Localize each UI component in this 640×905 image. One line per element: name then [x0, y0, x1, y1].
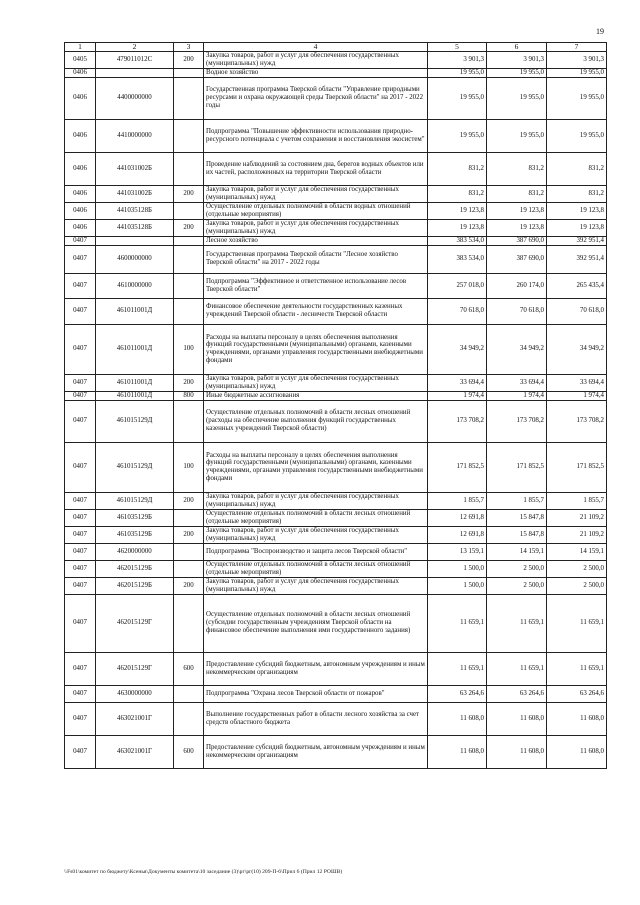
target-code-cell: 461011001Д: [96, 298, 174, 324]
target-code-cell: 461035129Б: [96, 509, 174, 526]
amount-col7-cell: 14 159,1: [547, 543, 607, 560]
item-name-cell: Осуществление отдельных полномочий в области лесных отношений (отдельные мероприятия): [204, 560, 428, 577]
amount-col5-cell: 171 852,5: [428, 442, 487, 492]
section-cell: 0406: [65, 77, 96, 119]
expense-type-cell: [174, 152, 204, 185]
amount-col7-cell: 34 949,2: [547, 324, 607, 374]
section-cell: 0407: [65, 652, 96, 685]
target-code-cell: 462015129Г: [96, 594, 174, 652]
amount-col7-cell: 19 955,0: [547, 119, 607, 152]
table-header-row: [65, 43, 607, 52]
table-row: [65, 68, 607, 77]
expense-type-cell: 200: [174, 219, 204, 236]
amount-col7-cell: 2 500,0: [547, 560, 607, 577]
target-code-cell: 4620000000: [96, 543, 174, 560]
item-name-cell: Иные бюджетные ассигнования: [204, 391, 428, 400]
amount-col7-cell: 21 109,2: [547, 509, 607, 526]
amount-col5-cell: 19 955,0: [428, 119, 487, 152]
amount-col6-cell: 831,2: [487, 152, 547, 185]
table-row: [65, 652, 607, 685]
table-row: [65, 543, 607, 560]
item-name-cell: Закупка товаров, работ и услуг для обеспечения государственных (муниципальных) нужд: [204, 374, 428, 391]
amount-col5-cell: 831,2: [428, 185, 487, 202]
amount-col5-cell: 12 691,8: [428, 526, 487, 543]
amount-col5-cell: 63 264,6: [428, 685, 487, 702]
amount-col5-cell: 831,2: [428, 152, 487, 185]
table-row: [65, 273, 607, 298]
target-code-cell: 441031002Б: [96, 152, 174, 185]
item-name-cell: Закупка товаров, работ и услуг для обеспечения государственных (муниципальных) нужд: [204, 492, 428, 509]
table-row: [65, 526, 607, 543]
expense-type-cell: [174, 77, 204, 119]
section-cell: 0406: [65, 185, 96, 202]
expense-type-cell: [174, 509, 204, 526]
item-name-cell: Осуществление отдельных полномочий в области лесных отношений (субсидии государственным учреждениям Тверской области на финансовое обеспечение выполнения ими государственного задания): [204, 594, 428, 652]
amount-col6-cell: 63 264,6: [487, 685, 547, 702]
table-row: [65, 391, 607, 400]
amount-col5-cell: 3 901,3: [428, 52, 487, 69]
table-row: [65, 400, 607, 442]
amount-col5-cell: 1 500,0: [428, 577, 487, 594]
table-row: [65, 509, 607, 526]
item-name-cell: Водное хозяйство: [204, 68, 428, 77]
amount-col5-cell: 11 608,0: [428, 702, 487, 735]
target-code-cell: 4410000000: [96, 119, 174, 152]
item-name-cell: Предоставление субсидий бюджетным, автономным учреждениям и иным некоммерческим организациям: [204, 735, 428, 768]
table-row: [65, 577, 607, 594]
table-row: [65, 594, 607, 652]
expense-type-cell: 200: [174, 526, 204, 543]
expense-type-cell: 200: [174, 577, 204, 594]
amount-col5-cell: 1 974,4: [428, 391, 487, 400]
item-name-cell: Подпрограмма "Повышение эффективности использования природно-ресурсного потенциала с учетом сохранения и восстановления экосистем": [204, 119, 428, 152]
expense-type-cell: 200: [174, 492, 204, 509]
expense-type-cell: [174, 560, 204, 577]
item-name-cell: Подпрограмма "Эффективное и ответственное использование лесов Тверской области": [204, 273, 428, 298]
table-row: [65, 52, 607, 69]
expense-type-cell: 600: [174, 652, 204, 685]
amount-col7-cell: 392 951,4: [547, 236, 607, 245]
header-col-2: 2: [96, 43, 174, 52]
amount-col6-cell: 34 949,2: [487, 324, 547, 374]
expense-type-cell: [174, 594, 204, 652]
amount-col6-cell: 19 955,0: [487, 68, 547, 77]
table-row: [65, 560, 607, 577]
amount-col6-cell: 260 174,0: [487, 273, 547, 298]
expense-type-cell: [174, 202, 204, 219]
section-cell: 0407: [65, 560, 96, 577]
expense-type-cell: [174, 543, 204, 560]
item-name-cell: Закупка товаров, работ и услуг для обеспечения государственных (муниципальных) нужд: [204, 219, 428, 236]
expense-type-cell: [174, 245, 204, 273]
amount-col6-cell: 19 123,8: [487, 219, 547, 236]
expense-type-cell: 100: [174, 442, 204, 492]
amount-col6-cell: 831,2: [487, 185, 547, 202]
item-name-cell: Закупка товаров, работ и услуг для обеспечения государственных (муниципальных) нужд: [204, 185, 428, 202]
header-col-3: 3: [174, 43, 204, 52]
amount-col7-cell: 63 264,6: [547, 685, 607, 702]
section-cell: 0406: [65, 152, 96, 185]
target-code-cell: 441031002Б: [96, 185, 174, 202]
section-cell: 0407: [65, 442, 96, 492]
target-code-cell: 4600000000: [96, 245, 174, 273]
amount-col7-cell: 831,2: [547, 152, 607, 185]
target-code-cell: 461011001Д: [96, 374, 174, 391]
target-code-cell: 4630000000: [96, 685, 174, 702]
section-cell: 0407: [65, 391, 96, 400]
amount-col7-cell: 171 852,5: [547, 442, 607, 492]
target-code-cell: 462015129Б: [96, 560, 174, 577]
amount-col7-cell: 33 694,4: [547, 374, 607, 391]
amount-col5-cell: 383 534,0: [428, 236, 487, 245]
amount-col6-cell: 33 694,4: [487, 374, 547, 391]
expense-type-cell: [174, 68, 204, 77]
amount-col7-cell: 70 618,0: [547, 298, 607, 324]
header-col-6: 6: [487, 43, 547, 52]
item-name-cell: Выполнение государственных работ в области лесного хозяйства за счет средств областного бюджета: [204, 702, 428, 735]
target-code-cell: 462015129Г: [96, 652, 174, 685]
table-row: [65, 324, 607, 374]
item-name-cell: Государственная программа Тверской области "Управление природными ресурсами и охрана окружающей среды Тверской области" на 2017 - 2022 годы: [204, 77, 428, 119]
section-cell: 0406: [65, 219, 96, 236]
section-cell: 0407: [65, 526, 96, 543]
table-row: [65, 442, 607, 492]
expense-type-cell: 800: [174, 391, 204, 400]
expense-type-cell: [174, 298, 204, 324]
amount-col5-cell: 19 955,0: [428, 77, 487, 119]
section-cell: 0407: [65, 577, 96, 594]
amount-col6-cell: 387 690,0: [487, 236, 547, 245]
section-cell: 0406: [65, 119, 96, 152]
amount-col6-cell: 2 500,0: [487, 577, 547, 594]
target-code-cell: 463021001Г: [96, 735, 174, 768]
expense-type-cell: [174, 702, 204, 735]
amount-col7-cell: 19 123,8: [547, 202, 607, 219]
amount-col6-cell: 171 852,5: [487, 442, 547, 492]
amount-col6-cell: 1 855,7: [487, 492, 547, 509]
amount-col5-cell: 70 618,0: [428, 298, 487, 324]
amount-col5-cell: 11 659,1: [428, 594, 487, 652]
amount-col5-cell: 12 691,8: [428, 509, 487, 526]
target-code-cell: 462015129Б: [96, 577, 174, 594]
section-cell: 0407: [65, 492, 96, 509]
amount-col5-cell: 1 855,7: [428, 492, 487, 509]
amount-col5-cell: 13 159,1: [428, 543, 487, 560]
section-cell: 0407: [65, 400, 96, 442]
target-code-cell: 461011001Д: [96, 324, 174, 374]
table-row: [65, 219, 607, 236]
table-row: [65, 119, 607, 152]
target-code-cell: 479011012С: [96, 52, 174, 69]
target-code-cell: [96, 68, 174, 77]
header-col-5: 5: [428, 43, 487, 52]
section-cell: 0407: [65, 594, 96, 652]
amount-col7-cell: 19 955,0: [547, 77, 607, 119]
amount-col7-cell: 392 951,4: [547, 245, 607, 273]
table-row: [65, 685, 607, 702]
amount-col7-cell: 1 974,4: [547, 391, 607, 400]
section-cell: 0407: [65, 735, 96, 768]
target-code-cell: 463021001Г: [96, 702, 174, 735]
amount-col5-cell: 19 123,8: [428, 219, 487, 236]
header-col-1: 1: [65, 43, 96, 52]
target-code-cell: 4400000000: [96, 77, 174, 119]
section-cell: 0407: [65, 685, 96, 702]
amount-col5-cell: 257 018,0: [428, 273, 487, 298]
amount-col5-cell: 33 694,4: [428, 374, 487, 391]
item-name-cell: Подпрограмма "Охрана лесов Тверской области от пожаров": [204, 685, 428, 702]
table-row: [65, 492, 607, 509]
expense-type-cell: 200: [174, 185, 204, 202]
amount-col7-cell: 11 659,1: [547, 594, 607, 652]
amount-col6-cell: 11 608,0: [487, 735, 547, 768]
item-name-cell: Государственная программа Тверской области "Лесное хозяйство Тверской области" на 2017 - 2022 годы: [204, 245, 428, 273]
header-col-4: 4: [204, 43, 428, 52]
amount-col6-cell: 19 955,0: [487, 119, 547, 152]
section-cell: 0407: [65, 509, 96, 526]
amount-col7-cell: 265 435,4: [547, 273, 607, 298]
section-cell: 0407: [65, 324, 96, 374]
section-cell: 0407: [65, 273, 96, 298]
amount-col5-cell: 383 534,0: [428, 245, 487, 273]
amount-col5-cell: 173 708,2: [428, 400, 487, 442]
item-name-cell: Подпрограмма "Воспроизводство и защита лесов Тверской области": [204, 543, 428, 560]
amount-col7-cell: 11 608,0: [547, 702, 607, 735]
item-name-cell: Закупка товаров, работ и услуг для обеспечения государственных (муниципальных) нужд: [204, 526, 428, 543]
target-code-cell: 461015129Д: [96, 400, 174, 442]
section-cell: 0405: [65, 52, 96, 69]
expense-type-cell: [174, 236, 204, 245]
amount-col7-cell: 19 123,8: [547, 219, 607, 236]
amount-col6-cell: 14 159,1: [487, 543, 547, 560]
amount-col6-cell: 19 123,8: [487, 202, 547, 219]
target-code-cell: 461011001Д: [96, 391, 174, 400]
amount-col6-cell: 15 847,8: [487, 526, 547, 543]
amount-col5-cell: 34 949,2: [428, 324, 487, 374]
target-code-cell: 4610000000: [96, 273, 174, 298]
amount-col6-cell: 15 847,8: [487, 509, 547, 526]
amount-col5-cell: 11 659,1: [428, 652, 487, 685]
target-code-cell: [96, 236, 174, 245]
expense-type-cell: 200: [174, 52, 204, 69]
target-code-cell: 461035129Б: [96, 526, 174, 543]
section-cell: 0407: [65, 236, 96, 245]
item-name-cell: Финансовое обеспечение деятельности государственных казенных учреждений Тверской области - лесничеств Тверской области: [204, 298, 428, 324]
section-cell: 0406: [65, 202, 96, 219]
amount-col5-cell: 11 608,0: [428, 735, 487, 768]
amount-col7-cell: 2 500,0: [547, 577, 607, 594]
amount-col7-cell: 21 109,2: [547, 526, 607, 543]
target-code-cell: 441035128Б: [96, 219, 174, 236]
amount-col6-cell: 173 708,2: [487, 400, 547, 442]
table-row: [65, 735, 607, 768]
amount-col7-cell: 11 659,1: [547, 652, 607, 685]
table-row: [65, 77, 607, 119]
target-code-cell: 461015129Д: [96, 492, 174, 509]
amount-col7-cell: 173 708,2: [547, 400, 607, 442]
table-row: [65, 702, 607, 735]
table-row: [65, 374, 607, 391]
expense-type-cell: [174, 273, 204, 298]
item-name-cell: Расходы на выплаты персоналу в целях обеспечения выполнения функций государственными (муниципальными) органами, казенными учреждениями, органами управления государственными внебюджетными фондами: [204, 324, 428, 374]
table-row: [65, 202, 607, 219]
item-name-cell: Предоставление субсидий бюджетным, автономным учреждениям и иным некоммерческим организациям: [204, 652, 428, 685]
item-name-cell: Расходы на выплаты персоналу в целях обеспечения выполнения функций государственными (муниципальными) органами, казенными учреждениями, органами управления государственными внебюджетными фондами: [204, 442, 428, 492]
amount-col7-cell: 1 855,7: [547, 492, 607, 509]
amount-col6-cell: 70 618,0: [487, 298, 547, 324]
amount-col5-cell: 19 123,8: [428, 202, 487, 219]
amount-col7-cell: 11 608,0: [547, 735, 607, 768]
item-name-cell: Проведение наблюдений за состоянием дна, берегов водных объектов или их частей, расположенных на территории Тверской области: [204, 152, 428, 185]
amount-col6-cell: 19 955,0: [487, 77, 547, 119]
expense-type-cell: 200: [174, 374, 204, 391]
amount-col6-cell: 11 659,1: [487, 652, 547, 685]
expense-type-cell: [174, 400, 204, 442]
amount-col5-cell: 1 500,0: [428, 560, 487, 577]
amount-col6-cell: 3 901,3: [487, 52, 547, 69]
page-number: 19: [596, 27, 604, 36]
amount-col7-cell: 19 955,0: [547, 68, 607, 77]
section-cell: 0407: [65, 543, 96, 560]
amount-col6-cell: 387 690,0: [487, 245, 547, 273]
table-row: [65, 236, 607, 245]
item-name-cell: Осуществление отдельных полномочий в области лесных отношений (отдельные мероприятия): [204, 509, 428, 526]
table-row: [65, 298, 607, 324]
amount-col7-cell: 831,2: [547, 185, 607, 202]
item-name-cell: Закупка товаров, работ и услуг для обеспечения государственных (муниципальных) нужд: [204, 52, 428, 69]
expense-type-cell: 600: [174, 735, 204, 768]
target-code-cell: 441035128Б: [96, 202, 174, 219]
budget-table: [64, 42, 607, 769]
item-name-cell: Осуществление отдельных полномочий в области лесных отношений (расходы на обеспечение выполнения функций государственных казенных учреждений Тверской области): [204, 400, 428, 442]
expense-type-cell: 100: [174, 324, 204, 374]
section-cell: 0407: [65, 298, 96, 324]
section-cell: 0406: [65, 68, 96, 77]
table-row: [65, 185, 607, 202]
header-col-7: 7: [547, 43, 607, 52]
amount-col6-cell: 1 974,4: [487, 391, 547, 400]
item-name-cell: Закупка товаров, работ и услуг для обеспечения государственных (муниципальных) нужд: [204, 577, 428, 594]
amount-col5-cell: 19 955,0: [428, 68, 487, 77]
item-name-cell: Осуществление отдельных полномочий в области водных отношений (отдельные мероприятия): [204, 202, 428, 219]
expense-type-cell: [174, 119, 204, 152]
amount-col6-cell: 11 659,1: [487, 594, 547, 652]
table-row: [65, 152, 607, 185]
section-cell: 0407: [65, 245, 96, 273]
section-cell: 0407: [65, 702, 96, 735]
table-row: [65, 245, 607, 273]
file-path-footer: \\Fs01\комитет по бюджету\Ксенья\Документы комитета\10 заседание (3)\рг\рг(10) 209-П-6\Прил 6 (Прил 12 РОШВ): [64, 869, 343, 875]
amount-col6-cell: 11 608,0: [487, 702, 547, 735]
target-code-cell: 461015129Д: [96, 442, 174, 492]
amount-col6-cell: 2 500,0: [487, 560, 547, 577]
section-cell: 0407: [65, 374, 96, 391]
item-name-cell: Лесное хозяйство: [204, 236, 428, 245]
amount-col7-cell: 3 901,3: [547, 52, 607, 69]
expense-type-cell: [174, 685, 204, 702]
